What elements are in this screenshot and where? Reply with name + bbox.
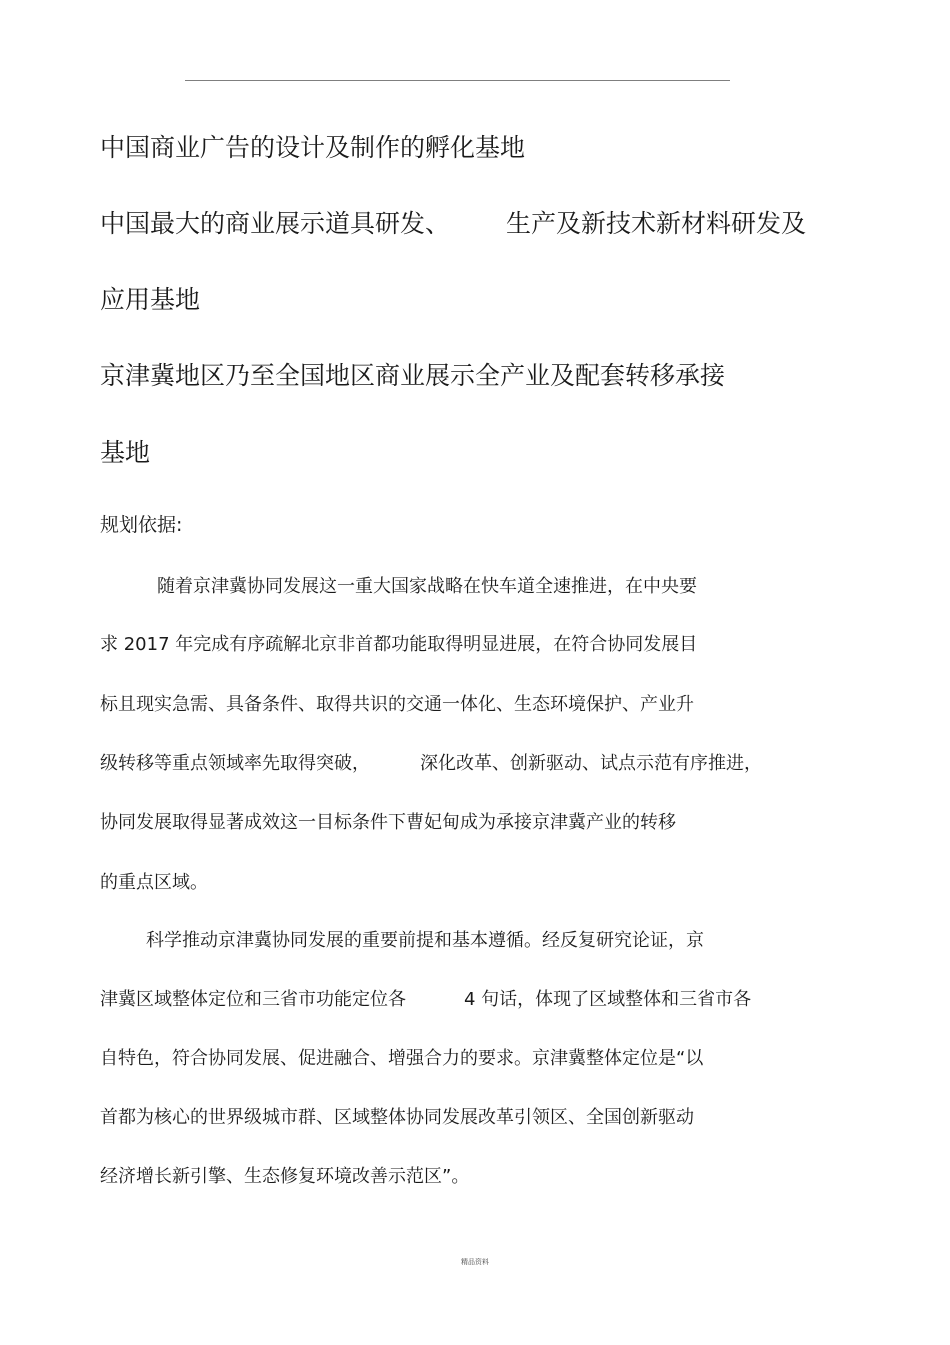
heading-line-4: 京津冀地区乃至全国地区商业展示全产业及配套转移承接 — [100, 361, 726, 390]
paragraph2-line-2a: 津冀区域整体定位和三省市功能定位各 — [100, 989, 406, 1010]
paragraph2-line-2 — [100, 991, 751, 1009]
section-label: 规划依据: — [100, 514, 183, 536]
paragraph1-line-4b: 深化改革、创新驱动、试点示范有序推进， — [420, 753, 762, 774]
paragraph2-line-2b: 4 句话，体现了区域整体和三省市各 — [464, 989, 752, 1010]
paragraph1-line-2: 求 2017 年完成有序疏解北京非首都功能取得明显进展，在符合协同发展目 — [100, 634, 698, 655]
heading-line-1: 中国商业广告的设计及制作的孵化基地 — [100, 133, 526, 162]
paragraph1-line-4 — [100, 755, 762, 773]
heading-line-2 — [100, 211, 806, 236]
heading-line-2b: 生产及新技术新材料研发及 — [506, 209, 807, 238]
page-footer: 精品资料 — [461, 1258, 489, 1266]
paragraph2-line-4: 首都为核心的世界级城市群、区域整体协同发展改革引领区、全国创新驱动 — [100, 1107, 694, 1128]
heading-line-2a: 中国最大的商业展示道具研发、 — [100, 209, 451, 238]
heading-line-5: 基地 — [100, 438, 151, 467]
paragraph2-line-1: 科学推动京津冀协同发展的重要前提和基本遵循。经反复研究论证，京 — [146, 930, 704, 951]
heading-line-3: 应用基地 — [100, 285, 201, 314]
paragraph1-line-5: 协同发展取得显著成效这一目标条件下曹妃甸成为承接京津冀产业的转移 — [100, 812, 676, 833]
header-rule — [185, 80, 730, 81]
paragraph1-line-3: 标且现实急需、具备条件、取得共识的交通一体化、生态环境保护、产业升 — [100, 694, 694, 715]
paragraph1-line-6: 的重点区域。 — [100, 872, 208, 893]
paragraph1-line-4a: 级转移等重点领域率先取得突破， — [100, 753, 370, 774]
paragraph2-line-3: 自特色，符合协同发展、促进融合、增强合力的要求。京津冀整体定位是“以 — [100, 1048, 704, 1069]
paragraph1-line-1: 随着京津冀协同发展这一重大国家战略在快车道全速推进，在中央要 — [157, 576, 697, 597]
paragraph2-line-5: 经济增长新引擎、生态修复环境改善示范区”。 — [100, 1166, 470, 1187]
